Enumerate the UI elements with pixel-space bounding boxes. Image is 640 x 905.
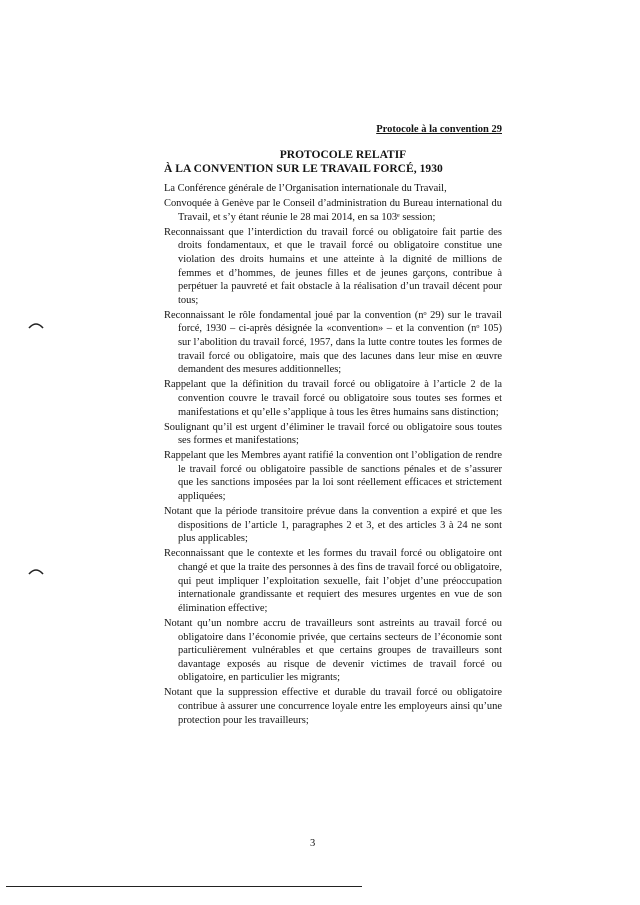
preamble	[164, 182, 502, 729]
running-header: Protocole à la convention 29	[376, 124, 502, 135]
margin-mark-top	[28, 320, 44, 330]
paragraph-reconnaissant-contexte: Reconnaissant que le contexte et les formes du travail forcé ou obligatoire ont changé et que la traite des personnes à des fins de travail forcé ou obligatoire, qui peut impliquer l’exploitation sexuelle, fait l’objet d’une préoccupation internationale grandissante et requiert des mesures urgentes en vue de son élimination effective;	[164, 548, 502, 614]
margin-mark-bottom	[28, 566, 44, 576]
document-title	[164, 148, 504, 176]
paragraph-conference: La Conférence générale de l’Organisation internationale du Travail,	[164, 183, 447, 194]
paragraph-convoquee: Convoquée à Genève par le Conseil d’administration du Bureau international du Travail, et s’y étant réunie le 28 mai 2014, en sa 103ᵉ session;	[164, 198, 502, 223]
title-line-1: PROTOCOLE RELATIF	[279, 149, 407, 161]
footer-rule	[6, 886, 362, 887]
paragraph-notant-travailleurs: Notant qu’un nombre accru de travailleurs sont astreints au travail forcé ou obligatoire dans l’économie privée, que certains secteurs de l’économie sont particulièrement vulnérables et que certains groupes de travailleurs sont davantage exposés au risque de devenir victimes de travail forcé ou obligatoire, en particulier les migrants;	[164, 617, 502, 684]
paragraph-rappelant-membres: Rappelant que les Membres ayant ratifié la convention ont l’obligation de rendre le travail forcé ou obligatoire passible de sanctions pénales et de s’assurer que les sanctions imposées par la loi sont réellement efficaces et strictement appliquées;	[164, 450, 502, 503]
paragraph-notant-periode: Notant que la période transitoire prévue dans la convention a expiré et que les dispositions de l’article 1, paragraphes 2 et 3, et des articles 3 à 24 ne sont plus applicables;	[164, 506, 502, 545]
paragraph-rappelant-definition: Rappelant que la définition du travail forcé ou obligatoire à l’article 2 de la convention couvre le travail forcé ou obligatoire sous toutes ses formes et manifestations et qu’elle s’applique à tous les êtres humains sans distinction;	[164, 379, 502, 418]
title-line-2: À LA CONVENTION SUR LE TRAVAIL FORCÉ, 1930	[164, 163, 443, 175]
paragraph-reconnaissant-role: Reconnaissant le rôle fondamental joué par la convention (nᵒ 29) sur le travail forcé, 1930 – ci-après désignée la «convention» – et la convention (nᵒ 105) sur l’abolition du travail forcé, 1957, dans la lutte contre toutes les formes de travail forcé ou obligatoire, mais que des lacunes dans leur mise en œuvre demandent des mesures additionnelles;	[164, 309, 502, 376]
paragraph-soulignant: Soulignant qu’il est urgent d’éliminer le travail forcé ou obligatoire sous toutes ses formes et manifestations;	[164, 421, 502, 447]
page-number: 3	[310, 838, 316, 849]
paragraph-reconnaissant-interdiction: Reconnaissant que l’interdiction du travail forcé ou obligatoire fait partie des droits fondamentaux, et que le travail forcé ou obligatoire constitue une violation des droits humains et une atteinte à la dignité de millions de femmes et d’hommes, de jeunes filles et de jeunes garçons, contribue à perpétuer la pauvreté et fait obstacle à la réalisation d’un travail décent pour tous;	[164, 226, 502, 306]
paragraph-notant-suppression: Notant que la suppression effective et durable du travail forcé ou obligatoire contribue à assurer une concurrence loyale entre les employeurs ainsi qu’une protection pour les travailleurs;	[164, 687, 502, 726]
